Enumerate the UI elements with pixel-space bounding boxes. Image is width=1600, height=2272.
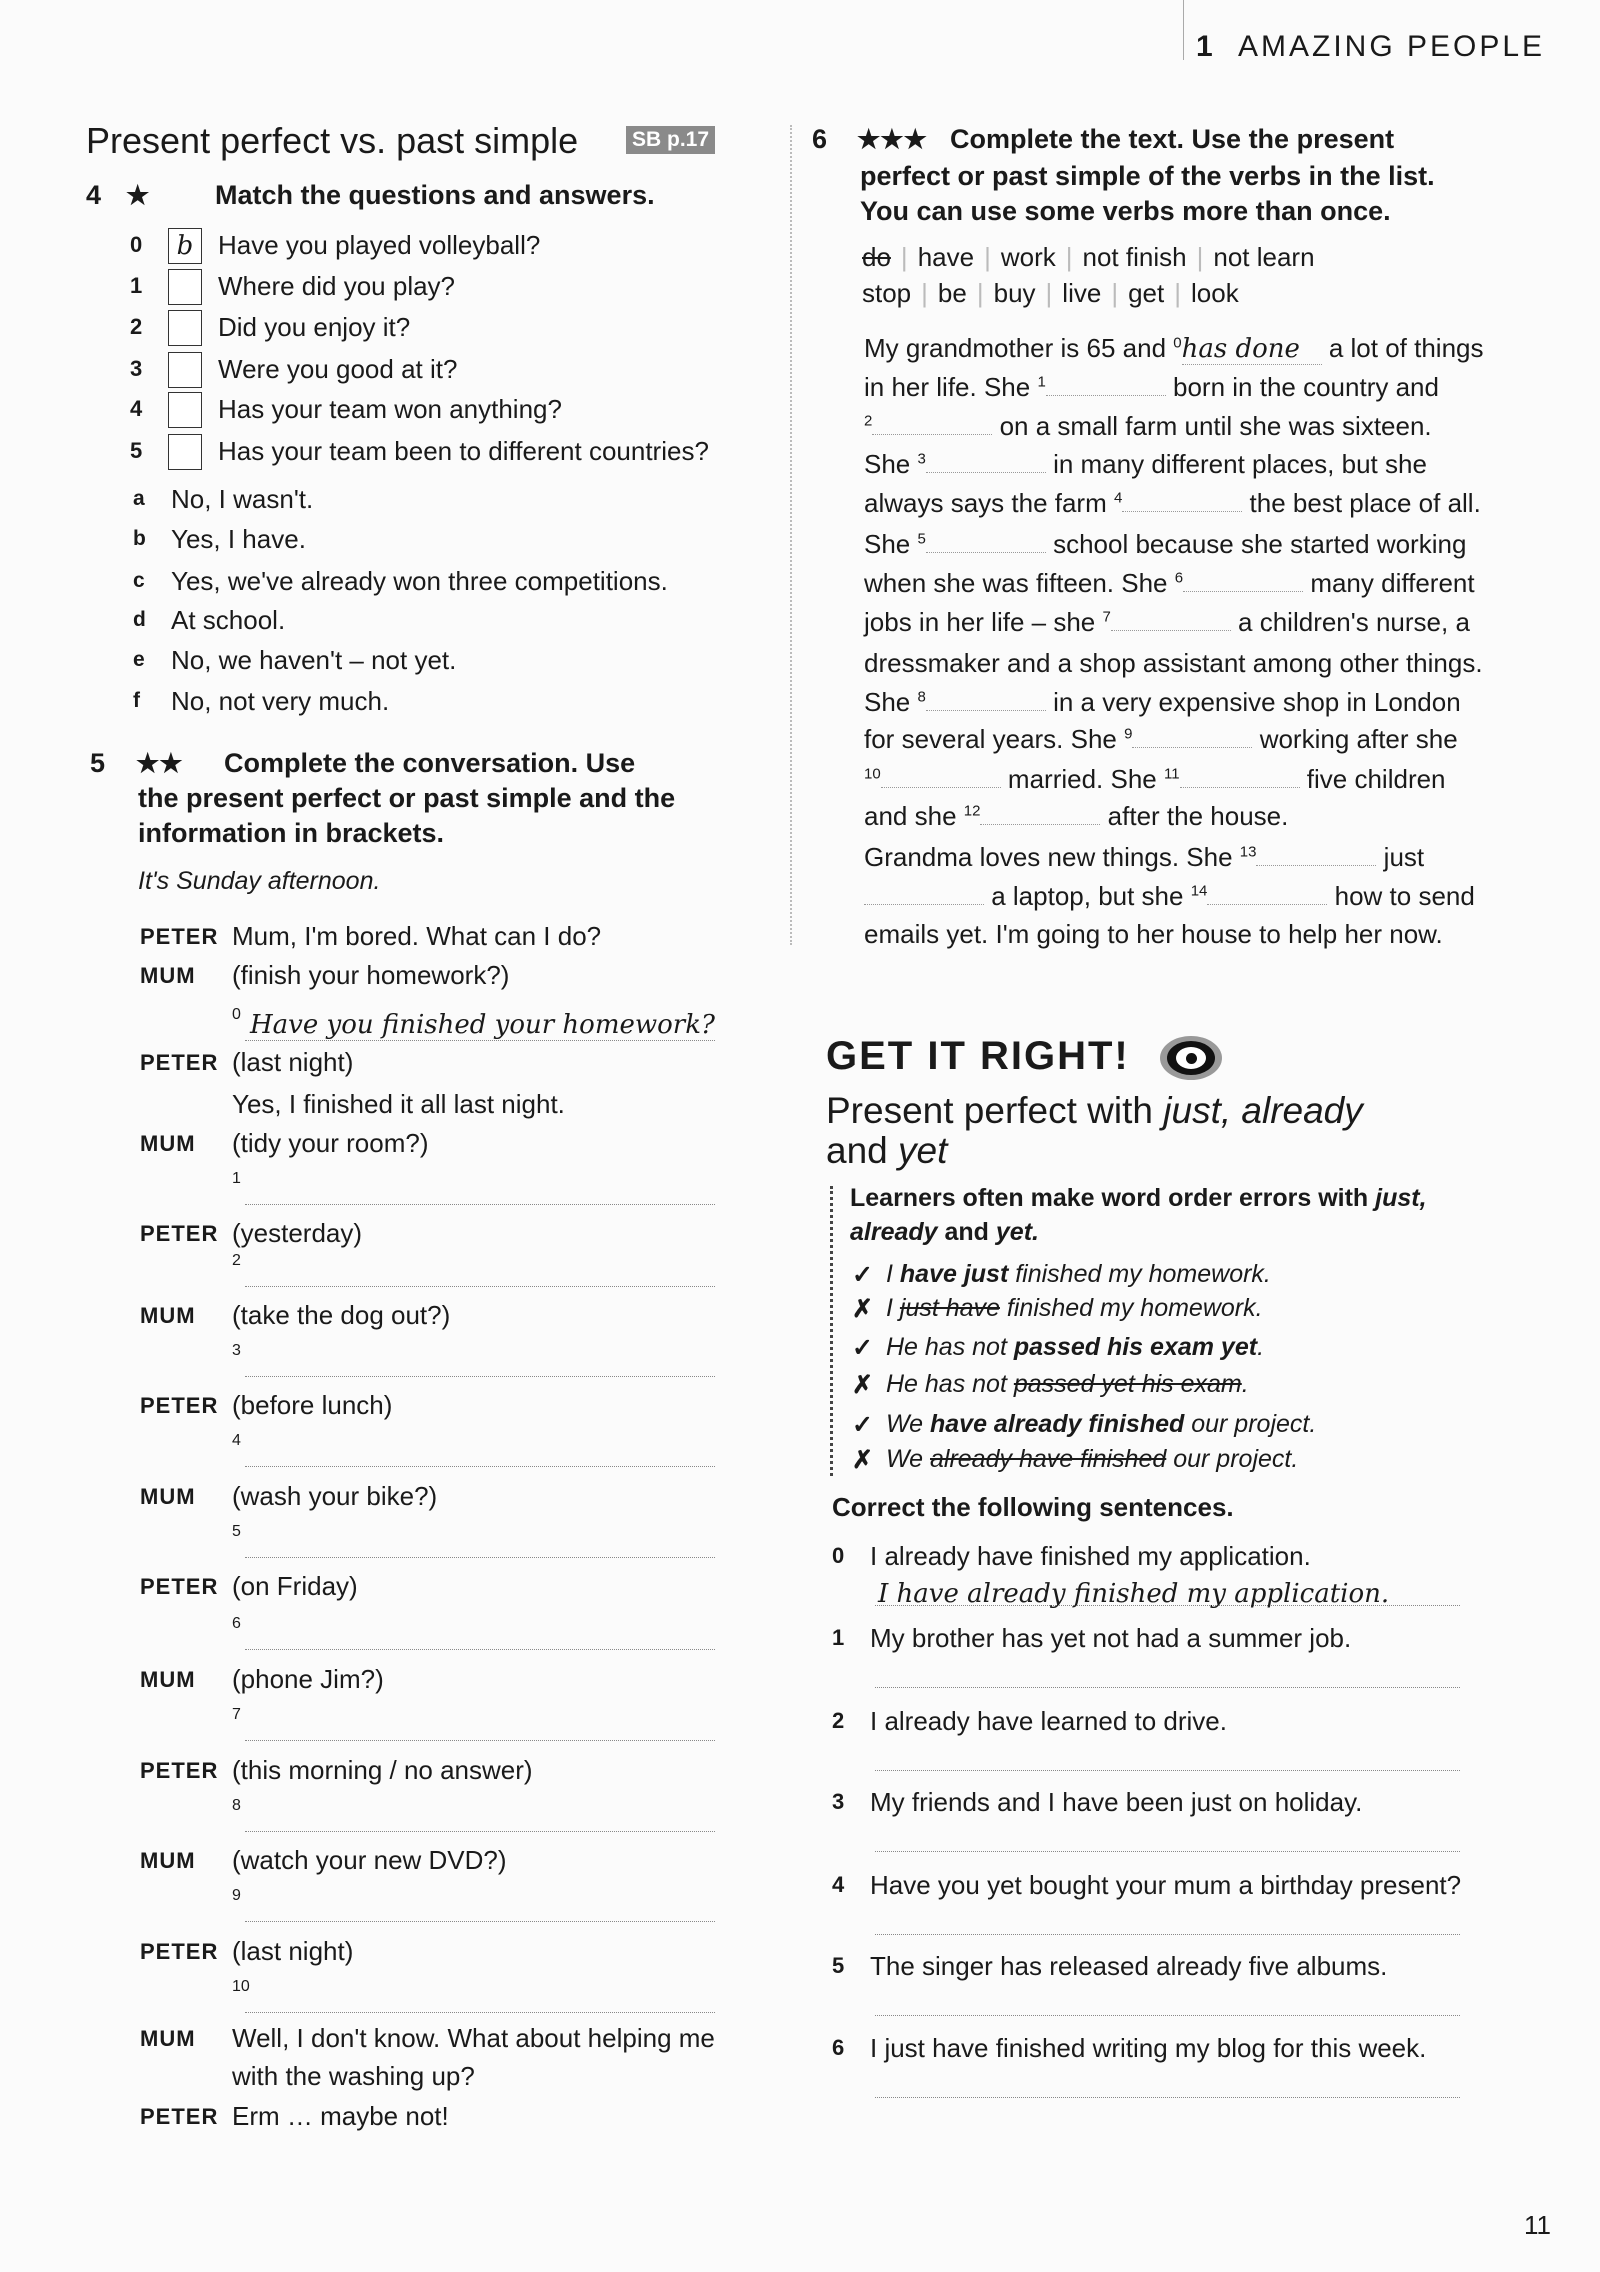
text-segment: passed his exam yet bbox=[1013, 1333, 1258, 1361]
gap-number: 3 bbox=[917, 450, 926, 468]
gap-number: 12 bbox=[963, 802, 981, 820]
verb-item: not learn bbox=[1213, 242, 1315, 272]
gap-number: 1 bbox=[1037, 373, 1046, 391]
dialogue-text: (take the dog out?) bbox=[232, 1300, 451, 1330]
text-segment: many different bbox=[1303, 568, 1475, 598]
question-text: Where did you play? bbox=[218, 271, 456, 301]
gap-blank[interactable] bbox=[872, 413, 992, 435]
question-text: Did you enjoy it? bbox=[218, 312, 411, 342]
answer-letter: a bbox=[133, 487, 145, 510]
text-segment: I bbox=[886, 1260, 900, 1288]
text-segment: just have bbox=[899, 1294, 1000, 1322]
answer-line[interactable] bbox=[245, 1649, 715, 1650]
text-segment: yet bbox=[898, 1130, 948, 1171]
text-line bbox=[864, 881, 1475, 912]
answer-letter: b bbox=[133, 527, 146, 550]
text-segment: . bbox=[1257, 1333, 1265, 1361]
sentence-number: 5 bbox=[832, 1953, 845, 1978]
sentence-text: My friends and I have been just on holiday. bbox=[870, 1787, 1363, 1817]
header-rule bbox=[1183, 0, 1184, 60]
gap-number: 11 bbox=[1163, 765, 1180, 783]
ex5-instruction-3: information in brackets. bbox=[138, 818, 445, 848]
dialogue-text: (tidy your room?) bbox=[232, 1128, 429, 1158]
verb-list bbox=[862, 242, 1315, 273]
speaker-label: PETER bbox=[140, 2104, 219, 2129]
ex6-instruction-2: perfect or past simple of the verbs in the list. bbox=[860, 161, 1435, 191]
text-segment: She bbox=[864, 687, 918, 717]
gap-number: 2 bbox=[864, 412, 873, 430]
verb-separator: | bbox=[1111, 278, 1119, 308]
speaker-label: PETER bbox=[140, 1758, 219, 1783]
gap-blank[interactable] bbox=[1132, 726, 1252, 748]
text-segment: just, bbox=[1375, 1184, 1427, 1212]
ex4-instruction: Match the questions and answers. bbox=[215, 180, 655, 210]
text-segment: the best place of all. bbox=[1242, 488, 1481, 518]
sentence-text: My brother has yet not had a summer job. bbox=[870, 1623, 1352, 1653]
speaker-label: PETER bbox=[140, 1221, 219, 1246]
answer-line[interactable] bbox=[245, 1286, 715, 1287]
page-number: 11 bbox=[1524, 2210, 1551, 2240]
gap-blank[interactable] bbox=[1256, 844, 1376, 866]
gap-blank[interactable] bbox=[1122, 490, 1242, 512]
gap-number: 4 bbox=[1113, 489, 1123, 507]
speaker-label: PETER bbox=[140, 1574, 219, 1599]
dialogue-text: Erm … maybe not! bbox=[232, 2101, 449, 2131]
section-title: Present perfect vs. past simple bbox=[86, 120, 579, 161]
text-line bbox=[864, 648, 1483, 679]
speaker-label: PETER bbox=[140, 924, 219, 949]
text-segment: in her life. She bbox=[864, 372, 1038, 402]
answer-line[interactable] bbox=[875, 1770, 1460, 1771]
correct-task: Correct the following sentences. bbox=[832, 1492, 1234, 1522]
verb-item: look bbox=[1191, 278, 1239, 308]
speaker-label: PETER bbox=[140, 1939, 219, 1964]
gap-blank[interactable] bbox=[864, 883, 984, 905]
check-icon: ✓ bbox=[852, 1261, 873, 1289]
text-segment: for several years. She bbox=[864, 724, 1125, 754]
text-segment: on a small farm until she was sixteen. bbox=[992, 411, 1432, 441]
text-segment: always says the farm bbox=[864, 488, 1114, 518]
text-line bbox=[864, 764, 1446, 795]
answer-line[interactable] bbox=[875, 2015, 1460, 2016]
get-it-right-title: GET IT RIGHT! bbox=[826, 1034, 1130, 1078]
example-sentence bbox=[886, 1294, 1263, 1323]
verb-item: be bbox=[937, 278, 967, 308]
check-icon: ✓ bbox=[852, 1334, 873, 1362]
text-line bbox=[864, 801, 1288, 832]
answer-number: 9 bbox=[232, 1887, 241, 1904]
cross-icon: ✗ bbox=[852, 1446, 873, 1474]
text-segment: just, already bbox=[1163, 1090, 1363, 1131]
text-line bbox=[864, 687, 1461, 718]
text-segment: after the house. bbox=[1100, 801, 1289, 831]
text-segment: I bbox=[886, 1294, 900, 1322]
sentence-number: 4 bbox=[832, 1872, 845, 1897]
ex5-stars: ★★ bbox=[136, 748, 183, 778]
answer-letter: d bbox=[133, 608, 146, 631]
dialogue-text: (last night) bbox=[232, 1047, 354, 1077]
question-number: 5 bbox=[130, 438, 143, 463]
answer-text: No, I wasn't. bbox=[171, 484, 314, 514]
dialogue-text: (this morning / no answer) bbox=[232, 1755, 533, 1785]
speaker-label: MUM bbox=[140, 1303, 196, 1328]
answer-box[interactable] bbox=[168, 352, 202, 388]
verb-separator: | bbox=[984, 242, 991, 272]
verb-item: have bbox=[917, 242, 975, 272]
text-segment: our project. bbox=[1166, 1445, 1299, 1473]
text-segment: born in the country and bbox=[1165, 372, 1439, 402]
ex5-number: 5 bbox=[90, 748, 106, 778]
text-line bbox=[864, 449, 1427, 480]
gap-number: 5 bbox=[917, 530, 926, 548]
answer-number: 6 bbox=[232, 1615, 241, 1632]
sentence-text: I just have finished writing my blog for this week. bbox=[870, 2033, 1427, 2063]
verb-item: stop bbox=[862, 278, 912, 308]
text-segment: finished my homework. bbox=[1008, 1260, 1271, 1288]
cross-icon: ✗ bbox=[852, 1371, 873, 1399]
sentence-text: I already have finished my application. bbox=[870, 1541, 1311, 1571]
answer-line[interactable] bbox=[245, 1557, 715, 1558]
text-segment: emails yet. I'm going to her house to help her now. bbox=[864, 919, 1443, 949]
dialogue-text: (last night) bbox=[232, 1936, 354, 1966]
sentence-number: 3 bbox=[832, 1789, 845, 1814]
gap-blank[interactable] bbox=[926, 451, 1046, 473]
text-segment: school because she started working bbox=[1045, 529, 1467, 559]
answer-letter: e bbox=[133, 648, 145, 671]
gap-blank[interactable] bbox=[1183, 570, 1303, 592]
note-line bbox=[850, 1184, 1427, 1213]
answer-number: 4 bbox=[232, 1432, 241, 1449]
gap-blank[interactable] bbox=[926, 689, 1046, 711]
dialogue-text: (on Friday) bbox=[232, 1571, 358, 1601]
text-segment: already bbox=[850, 1218, 938, 1246]
text-segment: in many different places, but she bbox=[1045, 449, 1427, 479]
text-segment: Present perfect with bbox=[826, 1090, 1164, 1131]
sentence-number: 0 bbox=[832, 1543, 845, 1568]
answer-number: 5 bbox=[232, 1523, 241, 1540]
gap-number: 8 bbox=[917, 688, 926, 706]
question-number: 0 bbox=[130, 232, 143, 257]
text-segment: My grandmother is 65 and bbox=[864, 333, 1174, 363]
sentence-number: 1 bbox=[832, 1625, 845, 1650]
answer-text: I have already finished my application. bbox=[878, 1579, 1390, 1609]
answer-line[interactable] bbox=[875, 1851, 1460, 1852]
sentence-text: I already have learned to drive. bbox=[870, 1706, 1227, 1736]
sentence-number: 6 bbox=[832, 2035, 845, 2060]
dialogue-text: (finish your homework?) bbox=[232, 960, 510, 990]
ex4-number: 4 bbox=[86, 180, 102, 210]
question-text: Have you played volleyball? bbox=[218, 230, 541, 260]
text-segment: and she bbox=[864, 801, 964, 831]
subtitle-line bbox=[826, 1090, 1363, 1132]
text-segment: a lot of things bbox=[1321, 333, 1484, 363]
text-segment: already have finished bbox=[930, 1445, 1167, 1473]
verb-list bbox=[862, 278, 1239, 309]
speaker-label: PETER bbox=[140, 1393, 219, 1418]
ex6-instruction-1: Complete the text. Use the present bbox=[950, 124, 1395, 154]
sentence-number: 2 bbox=[832, 1708, 845, 1733]
text-segment: have just bbox=[899, 1260, 1009, 1288]
question-text: Has your team won anything? bbox=[218, 394, 562, 424]
column-divider bbox=[790, 125, 792, 945]
dialogue-text: Yes, I finished it all last night. bbox=[232, 1089, 565, 1119]
gap-number: 13 bbox=[1239, 843, 1257, 861]
sentence-text: The singer has released already five albums. bbox=[870, 1951, 1388, 1981]
text-segment: jobs in her life – she bbox=[864, 607, 1103, 637]
answer-line[interactable] bbox=[245, 1466, 715, 1467]
gap-number: 7 bbox=[1102, 608, 1111, 626]
text-segment: dressmaker and a shop assistant among other things. bbox=[864, 648, 1483, 678]
text-segment: We bbox=[886, 1445, 930, 1473]
text-line bbox=[864, 842, 1424, 873]
dialogue-text: Mum, I'm bored. What can I do? bbox=[232, 921, 602, 951]
dialogue-text: (yesterday) bbox=[232, 1218, 363, 1248]
gap-blank[interactable] bbox=[881, 766, 1001, 788]
gap-number: 9 bbox=[1124, 725, 1133, 743]
verb-item: do bbox=[862, 242, 891, 272]
text-line bbox=[864, 372, 1439, 403]
example-sentence bbox=[886, 1260, 1271, 1289]
ex6-stars: ★★★ bbox=[857, 124, 927, 154]
text-segment: He has not bbox=[886, 1370, 1014, 1398]
answer-box[interactable] bbox=[168, 310, 202, 346]
answer-line[interactable] bbox=[245, 2012, 715, 2013]
question-text: Has your team been to different countries? bbox=[218, 436, 709, 466]
text-line bbox=[864, 333, 1484, 365]
answer-number: 2 bbox=[232, 1252, 241, 1269]
text-segment: finished my homework. bbox=[999, 1294, 1263, 1322]
sb-page-badge: SB p.17 bbox=[626, 126, 715, 154]
answer-box[interactable] bbox=[168, 434, 202, 470]
answer-number: 3 bbox=[232, 1342, 241, 1359]
gap-blank[interactable]: has done bbox=[1182, 334, 1322, 365]
answer-line[interactable] bbox=[245, 1204, 715, 1205]
question-number: 2 bbox=[130, 314, 143, 339]
text-segment: passed yet his exam bbox=[1013, 1370, 1242, 1398]
ex6-instruction-3: You can use some verbs more than once. bbox=[860, 196, 1391, 226]
verb-item: buy bbox=[993, 278, 1036, 308]
text-segment: She bbox=[864, 449, 918, 479]
question-number: 3 bbox=[130, 356, 143, 381]
ex6-number: 6 bbox=[812, 124, 828, 154]
speaker-label: MUM bbox=[140, 1484, 196, 1509]
text-line bbox=[864, 724, 1458, 755]
gap-number: 10 bbox=[864, 765, 881, 783]
cross-icon: ✗ bbox=[852, 1295, 873, 1323]
verb-separator: | bbox=[921, 278, 928, 308]
text-line bbox=[864, 607, 1470, 638]
example-sentence bbox=[886, 1370, 1249, 1399]
note-dotted-rule bbox=[830, 1186, 833, 1476]
text-segment: five children bbox=[1299, 764, 1446, 794]
speaker-label: MUM bbox=[140, 1131, 196, 1156]
answer-line[interactable] bbox=[245, 1040, 715, 1041]
text-segment: a laptop, but she bbox=[984, 881, 1191, 911]
answer-letter: c bbox=[133, 569, 145, 592]
verb-item: live bbox=[1062, 278, 1102, 308]
answer-number: 0 bbox=[232, 1006, 241, 1023]
answer-text: Have you finished your homework? bbox=[250, 1010, 715, 1040]
answer-line[interactable] bbox=[875, 2097, 1460, 2098]
sentence-text: Have you yet bought your mum a birthday present? bbox=[870, 1870, 1462, 1900]
answer-line[interactable] bbox=[245, 1831, 715, 1832]
answer-text: No, we haven't – not yet. bbox=[171, 645, 457, 675]
ex5-instruction-1: Complete the conversation. Use bbox=[224, 748, 636, 778]
text-segment: have already finished bbox=[930, 1410, 1185, 1438]
answer-text: Yes, we've already won three competitions. bbox=[171, 566, 668, 596]
text-segment: Learners often make word order errors with bbox=[850, 1184, 1376, 1212]
answer-number: 10 bbox=[232, 1978, 250, 1995]
subtitle-line bbox=[826, 1130, 947, 1172]
verb-separator: | bbox=[1196, 242, 1204, 272]
answer-line[interactable] bbox=[875, 1934, 1460, 1935]
text-segment: working after she bbox=[1252, 724, 1458, 754]
text-segment: We bbox=[886, 1410, 930, 1438]
text-segment: when she was fifteen. She bbox=[864, 568, 1175, 598]
answer-box[interactable] bbox=[168, 269, 202, 305]
example-sentence bbox=[886, 1445, 1298, 1474]
speaker-label: MUM bbox=[140, 1848, 196, 1873]
ex4-stars: ★ bbox=[126, 180, 150, 210]
text-segment: He has not bbox=[886, 1333, 1014, 1361]
verb-separator: | bbox=[976, 278, 984, 308]
text-segment: how to send bbox=[1327, 881, 1475, 911]
text-segment: in a very expensive shop in London bbox=[1045, 687, 1461, 717]
answer-line[interactable] bbox=[245, 1921, 715, 1922]
dialogue-text: (watch your new DVD?) bbox=[232, 1845, 507, 1875]
verb-separator: | bbox=[1174, 278, 1181, 308]
answer-box[interactable]: b bbox=[168, 228, 202, 264]
answer-number: 8 bbox=[232, 1797, 241, 1814]
gap-blank[interactable] bbox=[1180, 766, 1300, 788]
question-text: Were you good at it? bbox=[218, 354, 458, 384]
verb-item: not finish bbox=[1082, 242, 1187, 272]
text-segment: . bbox=[1241, 1370, 1249, 1398]
answer-text: Yes, I have. bbox=[171, 524, 306, 554]
gap-blank[interactable] bbox=[926, 531, 1046, 553]
gap-blank[interactable] bbox=[1111, 609, 1231, 631]
answer-box[interactable] bbox=[168, 392, 202, 428]
ex5-instruction-2: the present perfect or past simple and the bbox=[138, 783, 676, 813]
text-segment: Grandma loves new things. She bbox=[864, 842, 1240, 872]
dialogue-text: (before lunch) bbox=[232, 1390, 393, 1420]
gap-number: 6 bbox=[1174, 569, 1184, 587]
text-line bbox=[864, 529, 1466, 560]
gap-blank[interactable] bbox=[1207, 883, 1327, 905]
text-segment: She bbox=[864, 529, 918, 559]
verb-separator: | bbox=[1045, 278, 1053, 308]
dialogue-text: Well, I don't know. What about helping me bbox=[232, 2023, 715, 2053]
verb-item: work bbox=[1000, 242, 1056, 272]
gap-number: 14 bbox=[1190, 882, 1208, 900]
unit-number: 1 bbox=[1196, 30, 1213, 63]
example-sentence bbox=[886, 1333, 1264, 1362]
answer-line[interactable] bbox=[875, 1687, 1460, 1688]
speaker-label: MUM bbox=[140, 963, 196, 988]
text-segment: our project. bbox=[1184, 1410, 1317, 1438]
text-line bbox=[864, 919, 1443, 950]
question-number: 4 bbox=[130, 396, 143, 421]
text-segment: a children's nurse, a bbox=[1230, 607, 1470, 637]
text-segment: yet. bbox=[995, 1218, 1039, 1246]
unit-title: AMAZING PEOPLE bbox=[1238, 30, 1546, 63]
verb-separator: | bbox=[900, 242, 908, 272]
dialogue-text: (phone Jim?) bbox=[232, 1664, 384, 1694]
text-segment: married. She bbox=[1000, 764, 1164, 794]
text-segment: and bbox=[937, 1218, 996, 1246]
speaker-label: PETER bbox=[140, 1050, 219, 1075]
speaker-label: MUM bbox=[140, 1667, 196, 1692]
text-line bbox=[864, 568, 1475, 599]
dialogue-text: with the washing up? bbox=[232, 2061, 475, 2091]
answer-text: No, not very much. bbox=[171, 686, 390, 716]
question-number: 1 bbox=[130, 273, 143, 298]
gap-number: 0 bbox=[1173, 334, 1182, 352]
answer-number: 7 bbox=[232, 1706, 241, 1723]
answer-number: 1 bbox=[232, 1170, 241, 1187]
ex5-scene: It's Sunday afternoon. bbox=[138, 867, 381, 895]
answer-line[interactable] bbox=[245, 1376, 715, 1377]
speaker-label: MUM bbox=[140, 2026, 196, 2051]
answer-line[interactable] bbox=[245, 1740, 715, 1741]
answer-letter: f bbox=[133, 689, 140, 712]
verb-separator: | bbox=[1065, 242, 1073, 272]
gap-blank[interactable] bbox=[1046, 374, 1166, 396]
text-line bbox=[864, 411, 1432, 442]
answer-text: At school. bbox=[171, 605, 286, 635]
text-line bbox=[864, 488, 1481, 519]
note-line bbox=[850, 1218, 1039, 1247]
text-segment: just bbox=[1376, 842, 1425, 872]
eye-icon bbox=[1160, 1036, 1222, 1080]
verb-item: get bbox=[1128, 278, 1165, 308]
text-segment: and bbox=[826, 1130, 899, 1171]
gap-blank[interactable] bbox=[980, 803, 1100, 825]
check-icon: ✓ bbox=[852, 1411, 873, 1439]
example-sentence bbox=[886, 1410, 1316, 1439]
dialogue-text: (wash your bike?) bbox=[232, 1481, 438, 1511]
